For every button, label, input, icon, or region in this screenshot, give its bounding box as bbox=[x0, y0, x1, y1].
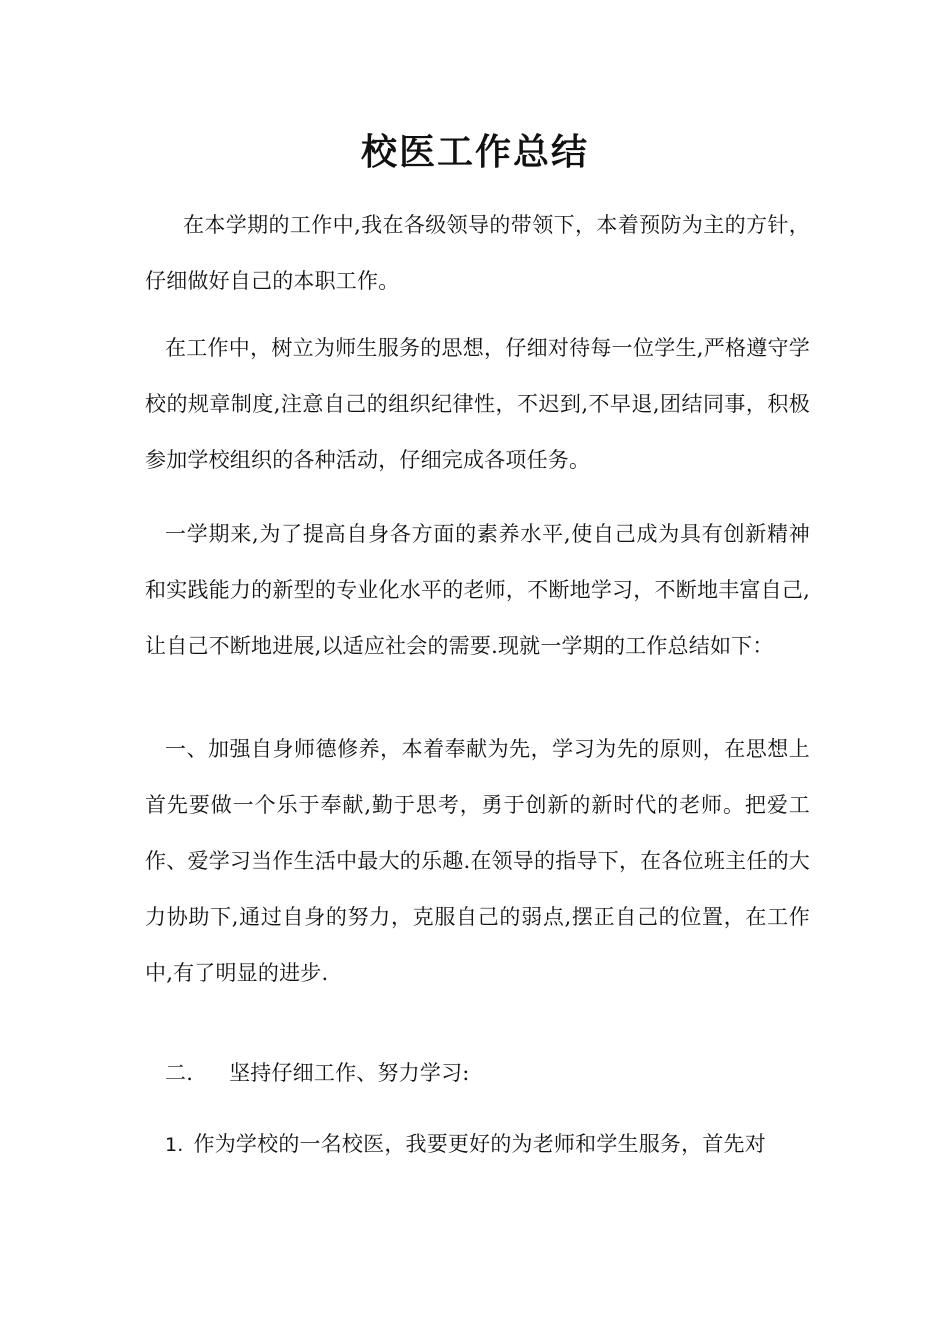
paragraph-semester-overview: 一学期来,为了提高自身各方面的素养水平,使自己成为具有创新精神和实践能力的新型的专业化水平的老师，不断地学习，不断地丰富自己,让自己不断地进展,以适应社会的需要.现就一学期的工作总结如下： bbox=[145, 522, 810, 658]
section-two-text: 坚持仔细工作、努力学习: bbox=[229, 1061, 470, 1085]
section-two-heading bbox=[145, 1045, 810, 1101]
list-item-one-text: 作为学校的一名校医，我要更好的为老师和学生服务，首先对 bbox=[193, 1132, 766, 1156]
list-item-one bbox=[145, 1116, 810, 1173]
section-two-number: 二. bbox=[165, 1061, 194, 1085]
paragraph-section-one: 一、加强自身师德修养，本着奉献为先，学习为先的原则，在思想上首先要做一个乐于奉献,勤于思考，勇于创新的新时代的老师。把爱工作、爱学习当作生活中最大的乐趣.在领导的指导下，在各位班主任的大力协助下,通过自身的努力，克服自己的弱点,摆正自己的位置，在工作中,有了明显的进步. bbox=[145, 737, 810, 985]
paragraph-work-attitude: 在工作中，树立为师生服务的思想，仔细对待每一位学生,严格遵守学校的规章制度,注意自己的组织纪律性，不迟到,不早退,团结同事，积极参加学校组织的各种活动，仔细完成各项任务。 bbox=[145, 336, 810, 472]
document-title: 校医工作总结 bbox=[360, 131, 589, 173]
list-item-one-number: 1. bbox=[165, 1134, 184, 1156]
paragraph-intro: 在本学期的工作中,我在各级领导的带领下，本着预防为主的方针，仔细做好自己的本职工作。 bbox=[145, 213, 810, 293]
